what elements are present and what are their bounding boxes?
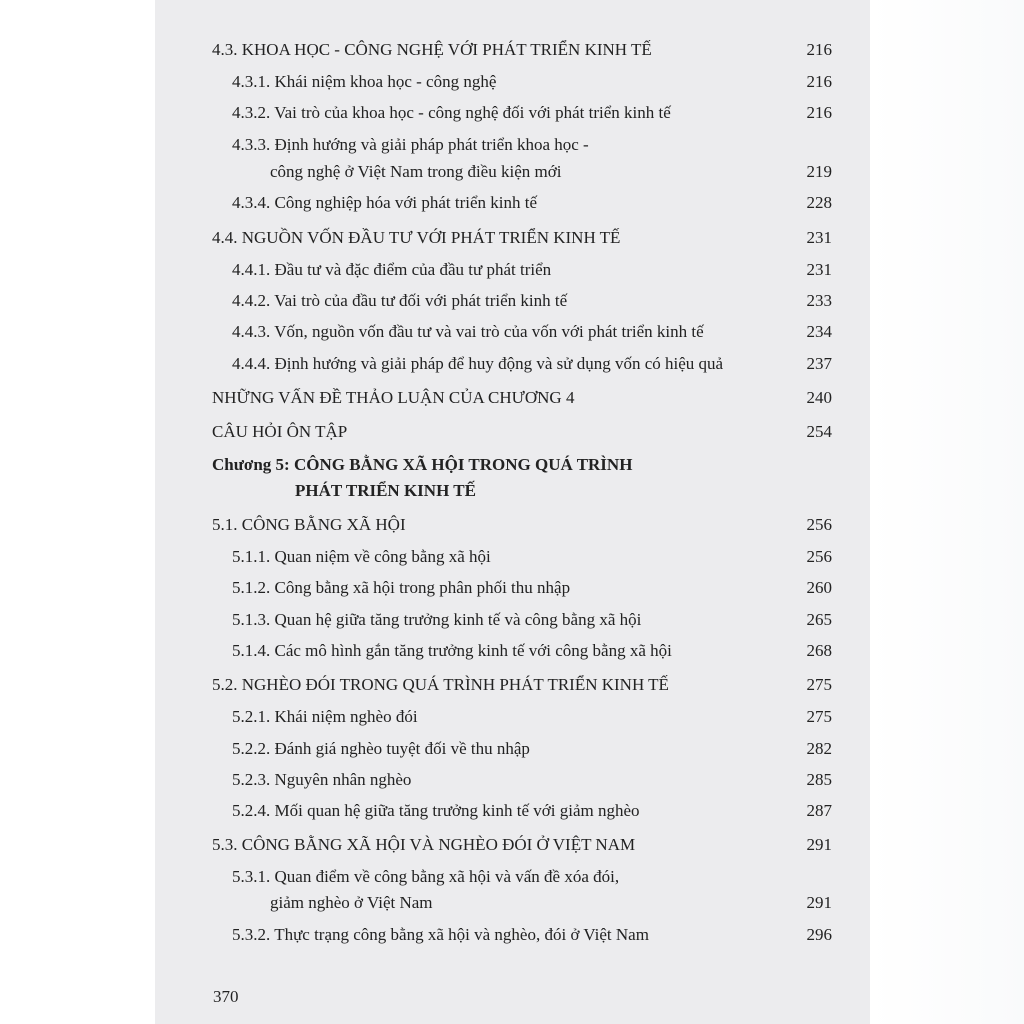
toc-entry-page: 234 [806,322,832,341]
toc-entry-page: 256 [806,515,832,534]
toc-entry-page: 256 [806,547,832,566]
toc-entry-page: 240 [806,388,832,407]
toc-entry-page: 231 [806,260,832,279]
toc-entry-page: 237 [806,354,832,373]
toc-entry-title: 4.4.1. Đầu tư và đặc điểm của đầu tư phát triển [232,260,552,279]
toc-entry-page: 296 [806,925,832,944]
toc-entry-page: 265 [806,610,832,629]
toc-entry-page: 231 [806,228,832,247]
page-number: 370 [213,987,239,1006]
toc-entry-title: 5.1. CÔNG BẰNG XÃ HỘI [212,515,406,534]
toc-entry-title: 5.1.4. Các mô hình gắn tăng trưởng kinh tế với công bằng xã hội [232,641,672,660]
toc-entry-page: 216 [806,40,832,59]
toc-entry-page: 275 [806,675,832,694]
toc-entry-title: giảm nghèo ở Việt Nam [270,893,433,912]
toc-entry-page: 216 [806,103,832,122]
toc-entry-page: 260 [806,578,832,597]
toc-entry-title: NHỮNG VẤN ĐỀ THẢO LUẬN CỦA CHƯƠNG 4 [212,388,575,407]
toc-entry-title: 5.2.1. Khái niệm nghèo đói [232,707,418,726]
toc-entry-title: CÂU HỎI ÔN TẬP [212,422,348,441]
toc-entry-title: 5.2.3. Nguyên nhân nghèo [232,770,412,789]
page-edge [870,0,1024,1024]
toc-entry-title: 4.4.4. Định hướng và giải pháp để huy động và sử dụng vốn có hiệu quả [232,354,724,373]
toc-entry-title: công nghệ ở Việt Nam trong điều kiện mới [270,162,562,181]
toc-entry-page: 228 [806,193,832,212]
chapter-heading: Chương 5: CÔNG BẰNG XÃ HỘI TRONG QUÁ TRÌNH [212,455,633,474]
toc-entry-page: 275 [806,707,832,726]
chapter-heading-continuation: PHÁT TRIỂN KINH TẾ [295,481,476,500]
toc-entry-title: 4.3.2. Vai trò của khoa học - công nghệ đối với phát triển kinh tế [232,103,671,122]
toc-entry-page: 219 [806,162,832,181]
toc-entry-title: 5.1.3. Quan hệ giữa tăng trưởng kinh tế và công bằng xã hội [232,610,642,629]
toc-entry-page: 268 [806,641,832,660]
toc-entry-title: 4.4.3. Vốn, nguồn vốn đầu tư và vai trò của vốn với phát triển kinh tế [232,322,704,341]
toc-entry-title: 5.2.4. Mối quan hệ giữa tăng trưởng kinh tế với giảm nghèo [232,801,640,820]
toc-entry-title: 5.3.2. Thực trạng công bằng xã hội và nghèo, đói ở Việt Nam [232,925,649,944]
toc-entry-page: 254 [806,422,832,441]
toc-entry-page: 216 [806,72,832,91]
toc-entry-title: 4.3.3. Định hướng và giải pháp phát triển khoa học - [232,135,589,154]
toc-entry-title: 5.2.2. Đánh giá nghèo tuyệt đối về thu nhập [232,739,530,758]
toc-entry-title: 5.1.2. Công bằng xã hội trong phân phối thu nhập [232,578,571,597]
toc-entry-title: 4.3.4. Công nghiệp hóa với phát triển kinh tế [232,193,538,212]
toc-entry-page: 291 [806,893,832,912]
toc-entry-title: 5.3.1. Quan điểm về công bằng xã hội và vấn đề xóa đói, [232,867,620,886]
toc-entry-page: 233 [806,291,832,310]
toc-entry-title: 4.3. KHOA HỌC - CÔNG NGHỆ VỚI PHÁT TRIỂN KINH TẾ [212,40,652,59]
toc-entry-page: 282 [806,739,832,758]
toc-entry-title: 5.3. CÔNG BẰNG XÃ HỘI VÀ NGHÈO ĐÓI Ở VIỆT NAM [212,835,636,854]
toc-entry-title: 4.3.1. Khái niệm khoa học - công nghệ [232,72,497,91]
toc-entry-title: 5.1.1. Quan niệm về công bằng xã hội [232,547,491,566]
toc-entry-title: 4.4. NGUỒN VỐN ĐẦU TƯ VỚI PHÁT TRIỂN KINH TẾ [212,228,621,247]
toc-entry-page: 287 [806,801,832,820]
toc-entry-page: 291 [806,835,832,854]
toc-entry-title: 4.4.2. Vai trò của đầu tư đối với phát triển kinh tế [232,291,568,310]
toc-entry-page: 285 [806,770,832,789]
toc-entry-title: 5.2. NGHÈO ĐÓI TRONG QUÁ TRÌNH PHÁT TRIỂN KINH TẾ [212,675,669,694]
